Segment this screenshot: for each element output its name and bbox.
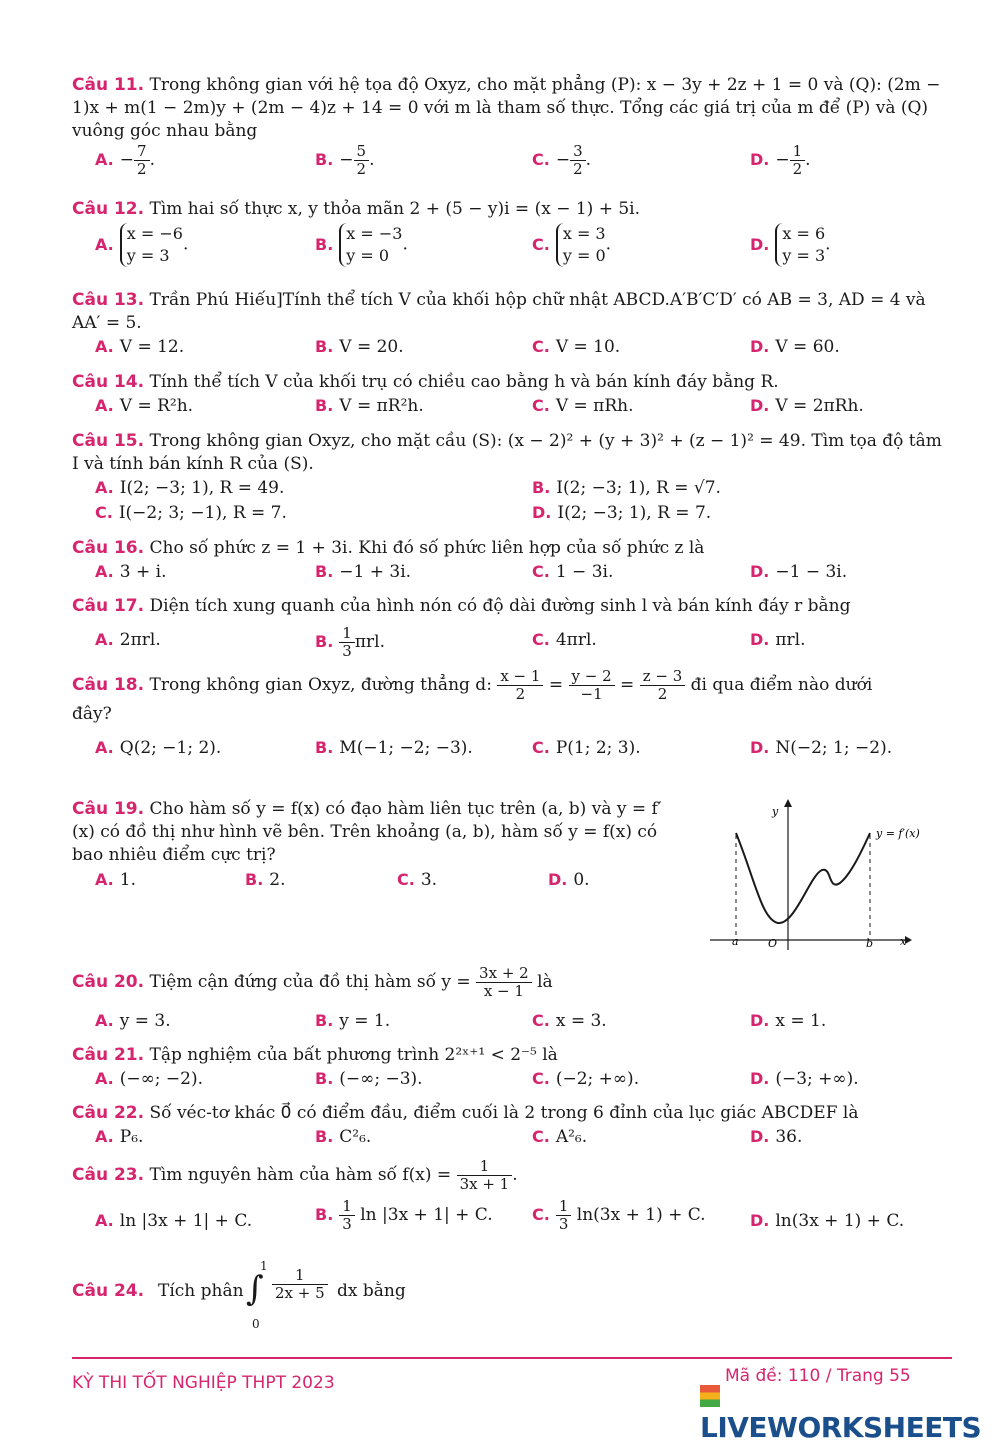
- integral-lower: 0: [252, 1317, 260, 1331]
- question-19: [72, 798, 682, 867]
- option-b[interactable]: B. −1 + 3i.: [315, 562, 412, 582]
- question-16: [72, 537, 952, 560]
- question-label: Câu 12.: [72, 199, 145, 219]
- option-a[interactable]: A. 2πrl.: [95, 630, 161, 650]
- option-d[interactable]: D. I(2; −3; 1), R = 7.: [532, 503, 712, 523]
- option-a[interactable]: A. x = −6 y = 3 .: [95, 224, 189, 265]
- question-text: Số véc-tơ khác 0⃗ có điểm đầu, điểm cuối là 2 trong 6 đỉnh của lục giác ABCDEF là: [149, 1103, 859, 1123]
- option-b[interactable]: B. V = 20.: [315, 337, 404, 357]
- question-label: Câu 13.: [72, 290, 145, 310]
- y-axis-arrow: [784, 799, 792, 807]
- option-d[interactable]: D. V = 2πRh.: [750, 396, 864, 416]
- option-d[interactable]: D. 0.: [548, 870, 590, 890]
- option-d[interactable]: D. −1 − 3i.: [750, 562, 848, 582]
- logo-icon: [700, 1385, 720, 1407]
- question-text: Trong không gian Oxyz, cho mặt cầu (S): (x − 2)² + (y + 3)² + (z − 1)² = 49. Tìm tọa độ tâm I và tính bán kính R của (S).: [72, 431, 942, 474]
- option-b[interactable]: B. y = 1.: [315, 1011, 391, 1031]
- option-c[interactable]: C. x = 3.: [532, 1011, 607, 1031]
- label-a: a: [732, 935, 739, 948]
- option-a[interactable]: A. P₆.: [95, 1127, 144, 1147]
- option-b[interactable]: B. $\frac{1}{3}$ ln |3x + 1| + C.: [315, 1197, 493, 1233]
- question-15: [72, 430, 952, 476]
- label-origin: O: [768, 937, 778, 950]
- option-b[interactable]: B. C²₆.: [315, 1127, 372, 1147]
- option-c[interactable]: C. V = 10.: [532, 337, 621, 357]
- option-c[interactable]: C. I(−2; 3; −1), R = 7.: [95, 503, 287, 523]
- question-label: Câu 11.: [72, 75, 145, 95]
- option-d[interactable]: D. − $\frac{1}{2}$ .: [750, 142, 811, 178]
- option-a[interactable]: A. ln |3x + 1| + C.: [95, 1211, 253, 1231]
- integrand-fraction: $\frac{1}{2x + 5}$: [272, 1267, 328, 1302]
- option-d[interactable]: D. (−3; +∞).: [750, 1069, 859, 1089]
- question-label: Câu 19.: [72, 799, 145, 819]
- option-d[interactable]: D. V = 60.: [750, 337, 840, 357]
- option-c[interactable]: C. P(1; 2; 3).: [532, 738, 641, 758]
- question-label: Câu 23.: [72, 1165, 145, 1185]
- question-label: Câu 15.: [72, 431, 145, 451]
- question-text: Trong không gian với hệ tọa độ Oxyz, cho mặt phẳng (P): x − 3y + 2z + 1 = 0 và (Q): (2m − 1)x + m(1 − 2m)y + (2m − 4)z + 14 = 0 với m là tham số thực. Tổng các giá trị của m để (P) và (Q) vuông góc nhau bằng: [72, 75, 941, 141]
- question-text-line2: đây?: [72, 704, 112, 724]
- question-label: Câu 20.: [72, 972, 145, 992]
- footer-divider: [72, 1357, 952, 1359]
- option-c[interactable]: C. V = πRh.: [532, 396, 634, 416]
- option-c[interactable]: C. 4πrl.: [532, 630, 597, 650]
- option-c[interactable]: C. A²₆.: [532, 1127, 588, 1147]
- question-label: Câu 24.: [72, 1281, 145, 1301]
- option-a[interactable]: A. Q(2; −1; 2).: [95, 738, 222, 758]
- integral-upper: 1: [260, 1259, 268, 1273]
- option-d[interactable]: D. x = 6 y = 3 .: [750, 224, 831, 265]
- question-text-end: dx bằng: [337, 1281, 406, 1301]
- footer-page-info: Mã đề: 110 / Trang 55: [725, 1366, 911, 1386]
- question-21: [72, 1044, 952, 1067]
- option-d[interactable]: D. 36.: [750, 1127, 803, 1147]
- option-b[interactable]: B. M(−1; −2; −3).: [315, 738, 473, 758]
- fraction-y: $\frac{y - 2}{-1}$: [569, 668, 615, 703]
- option-d[interactable]: D. x = 1.: [750, 1011, 827, 1031]
- option-d[interactable]: D. πrl.: [750, 630, 806, 650]
- liveworksheets-logo: LIVEWORKSHEETS: [700, 1378, 1000, 1444]
- question-text: Trong không gian Oxyz, đường thẳng d:: [149, 675, 492, 695]
- option-a[interactable]: A. V = 12.: [95, 337, 185, 357]
- option-c[interactable]: C. $\frac{1}{3}$ ln(3x + 1) + C.: [532, 1197, 706, 1233]
- label-curve: y = f′(x): [876, 827, 920, 840]
- question-text: Tiệm cận đứng của đồ thị hàm số y =: [149, 972, 471, 992]
- option-c[interactable]: C. − $\frac{3}{2}$ .: [532, 142, 592, 178]
- question-label: Câu 17.: [72, 596, 145, 616]
- question-text: Cho hàm số y = f(x) có đạo hàm liên tục trên (a, b) và y = f′(x) có đồ thị như hình vẽ bên. Trên khoảng (a, b), hàm số y = f(x) có bao nhiêu điểm cực trị?: [72, 799, 662, 865]
- question-label: Câu 21.: [72, 1045, 145, 1065]
- question-20: Câu 20. Tiệm cận đứng của đồ thị hàm số y = $\frac{3x + 2}{x - 1}$ là: [72, 964, 553, 1000]
- option-b[interactable]: B. $\frac{1}{3}$ πrl.: [315, 624, 385, 660]
- function-fraction: $\frac{1}{3x + 1}$: [457, 1158, 513, 1193]
- question-text: Tập nghiệm của bất phương trình 2²ˣ⁺¹ < 2⁻⁵ là: [149, 1045, 558, 1065]
- option-b[interactable]: B. I(2; −3; 1), R = √7.: [532, 478, 721, 498]
- option-a[interactable]: A. I(2; −3; 1), R = 49.: [95, 478, 285, 498]
- question-12: [72, 198, 952, 221]
- option-a[interactable]: A. 1.: [95, 870, 136, 890]
- footer-exam-title: KỲ THI TỐT NGHIỆP THPT 2023: [72, 1373, 335, 1393]
- fraction-x: $\frac{x - 1}{2}$: [497, 668, 543, 703]
- option-a[interactable]: A. − $\frac{7}{2}$ .: [95, 142, 155, 178]
- question-label: Câu 16.: [72, 538, 145, 558]
- option-b[interactable]: B. (−∞; −3).: [315, 1069, 423, 1089]
- question-text: Diện tích xung quanh của hình nón có độ dài đường sinh l và bán kính đáy r bằng: [149, 596, 851, 616]
- question-label: Câu 22.: [72, 1103, 145, 1123]
- question-14: [72, 371, 952, 394]
- option-b[interactable]: B. 2.: [245, 870, 286, 890]
- function-fraction: $\frac{3x + 2}{x - 1}$: [476, 965, 532, 1000]
- option-b[interactable]: B. x = −3 y = 0 .: [315, 224, 408, 265]
- question-22: [72, 1102, 952, 1125]
- question-text: Tìm nguyên hàm của hàm số f(x) =: [149, 1165, 452, 1185]
- option-a[interactable]: A. y = 3.: [95, 1011, 171, 1031]
- integral-sign-icon: ∫: [246, 1269, 264, 1309]
- question-text: Tìm hai số thực x, y thỏa mãn 2 + (5 − y)i = (x − 1) + 5i.: [149, 199, 640, 219]
- option-c[interactable]: C. x = 3 y = 0 .: [532, 224, 612, 265]
- option-a[interactable]: A. V = R²h.: [95, 396, 194, 416]
- question-label: Câu 14.: [72, 372, 145, 392]
- label-b: b: [866, 937, 874, 950]
- question-23: Câu 23. Tìm nguyên hàm của hàm số f(x) = $\frac{1}{3x + 1}$ .: [72, 1157, 518, 1193]
- question-text: Tính thể tích V của khối trụ có chiều cao bằng h và bán kính đáy bằng R.: [149, 372, 779, 392]
- label-x: x: [900, 935, 907, 948]
- question-17: [72, 595, 952, 618]
- option-c[interactable]: C. 3.: [397, 870, 438, 890]
- option-c[interactable]: C. (−2; +∞).: [532, 1069, 640, 1089]
- option-a[interactable]: A. (−∞; −2).: [95, 1069, 204, 1089]
- option-a[interactable]: A. 3 + i.: [95, 562, 167, 582]
- question-18: Câu 18. Trong không gian Oxyz, đường thẳng d: $\frac{x - 1}{2}$ = $\frac{y - 2}{-1}$ = $\frac{z - 3}{2}$ đi qua điểm nào dưới đây?: [72, 668, 952, 726]
- option-d[interactable]: D. N(−2; 1; −2).: [750, 738, 893, 758]
- question-24: [72, 1255, 952, 1330]
- curve-f-prime: [736, 833, 870, 923]
- question-13: [72, 289, 952, 335]
- question-label: Câu 18.: [72, 675, 145, 695]
- option-c[interactable]: C. 1 − 3i.: [532, 562, 614, 582]
- question-text: Trần Phú Hiếu]Tính thể tích V của khối hộp chữ nhật ABCD.A′B′C′D′ có AB = 3, AD = 4 và AA′ = 5.: [72, 290, 926, 333]
- question-11: [72, 74, 952, 143]
- question-text: Cho số phức z = 1 + 3i. Khi đó số phức liên hợp của số phức z là: [149, 538, 705, 558]
- option-b[interactable]: B. V = πR²h.: [315, 396, 424, 416]
- label-y: y: [772, 805, 779, 818]
- question-text: Tích phân: [158, 1281, 244, 1301]
- fraction-z: $\frac{z - 3}{2}$: [640, 668, 686, 703]
- option-b[interactable]: B. − $\frac{5}{2}$ .: [315, 142, 375, 178]
- option-d[interactable]: D. ln(3x + 1) + C.: [750, 1211, 905, 1231]
- derivative-graph: [700, 795, 950, 960]
